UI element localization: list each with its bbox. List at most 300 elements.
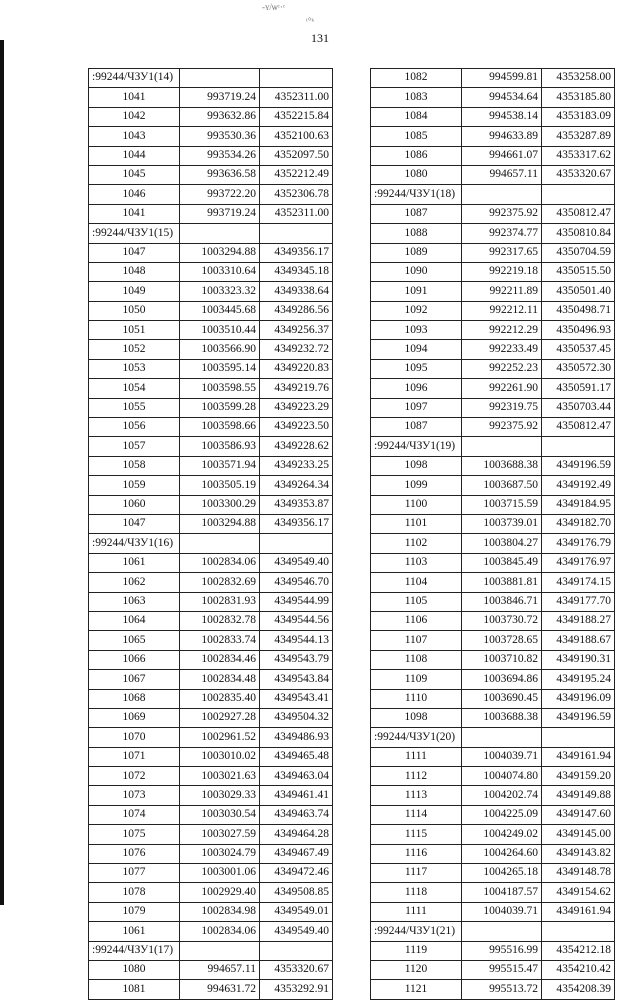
- x-coordinate: 1002834.98: [180, 902, 260, 921]
- point-number: 1092: [371, 301, 462, 320]
- point-number: 1066: [89, 650, 180, 669]
- empty-cell: [542, 728, 615, 747]
- y-coordinate: 4352311.00: [260, 204, 333, 223]
- table-row: [89, 553, 333, 572]
- y-coordinate: 4349223.50: [260, 418, 333, 437]
- y-coordinate: 4349223.29: [260, 398, 333, 417]
- point-number: 1061: [89, 922, 180, 941]
- table-row: [371, 88, 615, 107]
- y-coordinate: 4349159.20: [542, 767, 615, 786]
- table-row: [371, 359, 615, 378]
- table-row: [371, 107, 615, 126]
- point-number: 1105: [371, 592, 462, 611]
- y-coordinate: 4349161.94: [542, 747, 615, 766]
- y-coordinate: 4349196.59: [542, 456, 615, 475]
- x-coordinate: 993719.24: [180, 204, 260, 223]
- table-row: [371, 805, 615, 824]
- y-coordinate: 4349353.87: [260, 495, 333, 514]
- empty-cell: [180, 224, 260, 243]
- x-coordinate: 993632.86: [180, 107, 260, 126]
- y-coordinate: 4353317.62: [542, 146, 615, 165]
- table-row: [89, 301, 333, 320]
- point-number: 1052: [89, 340, 180, 359]
- table-row: [371, 689, 615, 708]
- x-coordinate: 992375.92: [462, 418, 542, 437]
- point-number: 1046: [89, 185, 180, 204]
- point-number: 1116: [371, 844, 462, 863]
- point-number: 1049: [89, 282, 180, 301]
- x-coordinate: 1003445.68: [180, 301, 260, 320]
- parcel-header-row: [89, 941, 333, 960]
- x-coordinate: 993534.26: [180, 146, 260, 165]
- point-number: 1082: [371, 69, 462, 88]
- table-row: [89, 728, 333, 747]
- empty-cell: [260, 69, 333, 88]
- point-number: 1043: [89, 127, 180, 146]
- parcel-header-row: [89, 534, 333, 553]
- x-coordinate: 1002831.93: [180, 592, 260, 611]
- x-coordinate: 1003687.50: [462, 476, 542, 495]
- y-coordinate: 4349543.79: [260, 650, 333, 669]
- point-number: 1050: [89, 301, 180, 320]
- x-coordinate: 993722.20: [180, 185, 260, 204]
- x-coordinate: 992317.65: [462, 243, 542, 262]
- table-row: [371, 340, 615, 359]
- y-coordinate: 4350515.50: [542, 262, 615, 281]
- y-coordinate: 4349544.56: [260, 611, 333, 630]
- point-number: 1084: [371, 107, 462, 126]
- x-coordinate: 1003715.59: [462, 495, 542, 514]
- point-number: 1090: [371, 262, 462, 281]
- x-coordinate: 1003300.29: [180, 495, 260, 514]
- y-coordinate: 4349161.94: [542, 902, 615, 921]
- x-coordinate: 1003027.59: [180, 825, 260, 844]
- point-number: 1119: [371, 941, 462, 960]
- table-row: [89, 340, 333, 359]
- y-coordinate: 4349195.24: [542, 670, 615, 689]
- x-coordinate: 1003571.94: [180, 456, 260, 475]
- table-row: [371, 844, 615, 863]
- table-row: [371, 960, 615, 979]
- point-number: 1041: [89, 204, 180, 223]
- y-coordinate: 4349356.17: [260, 514, 333, 533]
- table-row: [371, 476, 615, 495]
- table-row: [89, 922, 333, 941]
- y-coordinate: 4349543.84: [260, 670, 333, 689]
- table-row: [89, 708, 333, 727]
- y-coordinate: 4349546.70: [260, 573, 333, 592]
- y-coordinate: 4350496.93: [542, 321, 615, 340]
- y-coordinate: 4350498.71: [542, 301, 615, 320]
- point-number: 1076: [89, 844, 180, 863]
- y-coordinate: 4349463.04: [260, 767, 333, 786]
- x-coordinate: 1003730.72: [462, 611, 542, 630]
- point-number: 1072: [89, 767, 180, 786]
- point-number: 1087: [371, 204, 462, 223]
- y-coordinate: 4349232.72: [260, 340, 333, 359]
- point-number: 1112: [371, 767, 462, 786]
- point-number: 1056: [89, 418, 180, 437]
- point-number: 1088: [371, 224, 462, 243]
- y-coordinate: 4353185.80: [542, 88, 615, 107]
- x-coordinate: 1002835.40: [180, 689, 260, 708]
- point-number: 1075: [89, 825, 180, 844]
- table-row: [89, 476, 333, 495]
- y-coordinate: 4350572.30: [542, 359, 615, 378]
- point-number: 1106: [371, 611, 462, 630]
- table-row: [371, 146, 615, 165]
- y-coordinate: 4349549.40: [260, 553, 333, 572]
- point-number: 1111: [371, 902, 462, 921]
- point-number: 1042: [89, 107, 180, 126]
- y-coordinate: 4349233.25: [260, 456, 333, 475]
- x-coordinate: 1003510.44: [180, 321, 260, 340]
- x-coordinate: 1003688.38: [462, 456, 542, 475]
- point-number: 1080: [89, 960, 180, 979]
- x-coordinate: 1003024.79: [180, 844, 260, 863]
- x-coordinate: 992212.11: [462, 301, 542, 320]
- y-coordinate: 4349220.83: [260, 359, 333, 378]
- point-number: 1073: [89, 786, 180, 805]
- x-coordinate: 1004202.74: [462, 786, 542, 805]
- table-row: [371, 301, 615, 320]
- x-coordinate: 1003710.82: [462, 650, 542, 669]
- y-coordinate: 4350810.84: [542, 224, 615, 243]
- x-coordinate: 1003294.88: [180, 243, 260, 262]
- x-coordinate: 1003030.54: [180, 805, 260, 824]
- table-row: [89, 960, 333, 979]
- point-number: 1064: [89, 611, 180, 630]
- table-row: [371, 941, 615, 960]
- point-number: 1079: [89, 902, 180, 921]
- x-coordinate: 1003505.19: [180, 476, 260, 495]
- y-coordinate: 4349508.85: [260, 883, 333, 902]
- point-number: 1047: [89, 514, 180, 533]
- x-coordinate: 992233.49: [462, 340, 542, 359]
- table-row: [371, 204, 615, 223]
- parcel-id: :99244/ЧЗУ1(18): [371, 185, 462, 204]
- x-coordinate: 1003323.32: [180, 282, 260, 301]
- x-coordinate: 1002834.48: [180, 670, 260, 689]
- table-body-right: [371, 69, 615, 1000]
- empty-cell: [180, 534, 260, 553]
- point-number: 1055: [89, 398, 180, 417]
- table-row: [89, 359, 333, 378]
- table-row: [89, 165, 333, 184]
- y-coordinate: 4349549.01: [260, 902, 333, 921]
- table-row: [89, 980, 333, 999]
- x-coordinate: 994657.11: [462, 165, 542, 184]
- table-row: [371, 321, 615, 340]
- table-body-left: [89, 69, 333, 1000]
- parcel-id: :99244/ЧЗУ1(21): [371, 922, 462, 941]
- table-row: [371, 224, 615, 243]
- x-coordinate: 1003599.28: [180, 398, 260, 417]
- y-coordinate: 4349143.82: [542, 844, 615, 863]
- point-number: 1115: [371, 825, 462, 844]
- point-number: 1063: [89, 592, 180, 611]
- table-row: [89, 262, 333, 281]
- point-number: 1057: [89, 437, 180, 456]
- point-number: 1093: [371, 321, 462, 340]
- x-coordinate: 992319.75: [462, 398, 542, 417]
- y-coordinate: 4349544.13: [260, 631, 333, 650]
- table-row: [89, 398, 333, 417]
- point-number: 1120: [371, 960, 462, 979]
- point-number: 1117: [371, 864, 462, 883]
- x-coordinate: 992374.77: [462, 224, 542, 243]
- x-coordinate: 1003566.90: [180, 340, 260, 359]
- parcel-header-row: [89, 69, 333, 88]
- y-coordinate: 4349464.28: [260, 825, 333, 844]
- table-row: [89, 864, 333, 883]
- table-row: [371, 553, 615, 572]
- x-coordinate: 993719.24: [180, 88, 260, 107]
- point-number: 1102: [371, 534, 462, 553]
- x-coordinate: 1004039.71: [462, 747, 542, 766]
- table-row: [371, 670, 615, 689]
- point-number: 1109: [371, 670, 462, 689]
- x-coordinate: 992219.18: [462, 262, 542, 281]
- x-coordinate: 1002834.46: [180, 650, 260, 669]
- table-row: [89, 611, 333, 630]
- table-row: [89, 631, 333, 650]
- table-row: [89, 650, 333, 669]
- y-coordinate: 4349544.99: [260, 592, 333, 611]
- point-number: 1053: [89, 359, 180, 378]
- y-coordinate: 4349196.59: [542, 708, 615, 727]
- y-coordinate: 4349345.18: [260, 262, 333, 281]
- empty-cell: [542, 922, 615, 941]
- point-number: 1089: [371, 243, 462, 262]
- table-row: [89, 418, 333, 437]
- point-number: 1094: [371, 340, 462, 359]
- x-coordinate: 1003310.64: [180, 262, 260, 281]
- table-row: [89, 88, 333, 107]
- y-coordinate: 4349504.32: [260, 708, 333, 727]
- table-row: [89, 185, 333, 204]
- table-row: [89, 767, 333, 786]
- x-coordinate: 1002832.78: [180, 611, 260, 630]
- table-row: [371, 262, 615, 281]
- table-row: [371, 282, 615, 301]
- y-coordinate: 4349486.93: [260, 728, 333, 747]
- point-number: 1118: [371, 883, 462, 902]
- parcel-header-row: [371, 185, 615, 204]
- point-number: 1047: [89, 243, 180, 262]
- table-row: [89, 437, 333, 456]
- point-number: 1086: [371, 146, 462, 165]
- empty-cell: [462, 728, 542, 747]
- table-row: [89, 321, 333, 340]
- x-coordinate: 993636.58: [180, 165, 260, 184]
- y-coordinate: 4349188.67: [542, 631, 615, 650]
- table-row: [89, 689, 333, 708]
- y-coordinate: 4349463.74: [260, 805, 333, 824]
- y-coordinate: 4352100.63: [260, 127, 333, 146]
- table-row: [371, 69, 615, 88]
- y-coordinate: 4349148.78: [542, 864, 615, 883]
- table-row: [89, 844, 333, 863]
- x-coordinate: 993530.36: [180, 127, 260, 146]
- empty-cell: [462, 437, 542, 456]
- y-coordinate: 4352097.50: [260, 146, 333, 165]
- table-row: [371, 514, 615, 533]
- point-number: 1045: [89, 165, 180, 184]
- point-number: 1071: [89, 747, 180, 766]
- y-coordinate: 4350591.17: [542, 379, 615, 398]
- point-number: 1051: [89, 321, 180, 340]
- y-coordinate: 4352311.00: [260, 88, 333, 107]
- x-coordinate: 995513.72: [462, 980, 542, 999]
- table-row: [371, 883, 615, 902]
- table-row: [371, 708, 615, 727]
- x-coordinate: 1004225.09: [462, 805, 542, 824]
- table-row: [89, 146, 333, 165]
- y-coordinate: 4352215.84: [260, 107, 333, 126]
- y-coordinate: 4349356.17: [260, 243, 333, 262]
- y-coordinate: 4350812.47: [542, 418, 615, 437]
- table-row: [371, 456, 615, 475]
- point-number: 1101: [371, 514, 462, 533]
- point-number: 1065: [89, 631, 180, 650]
- y-coordinate: 4353320.67: [542, 165, 615, 184]
- point-number: 1111: [371, 747, 462, 766]
- point-number: 1085: [371, 127, 462, 146]
- y-coordinate: 4349188.27: [542, 611, 615, 630]
- point-number: 1107: [371, 631, 462, 650]
- point-number: 1060: [89, 495, 180, 514]
- y-coordinate: 4349184.95: [542, 495, 615, 514]
- y-coordinate: 4349147.60: [542, 805, 615, 824]
- x-coordinate: 1002961.52: [180, 728, 260, 747]
- table-row: [89, 514, 333, 533]
- table-row: [89, 592, 333, 611]
- y-coordinate: 4354210.42: [542, 960, 615, 979]
- x-coordinate: 1004265.18: [462, 864, 542, 883]
- table-row: [371, 592, 615, 611]
- x-coordinate: 1002832.69: [180, 573, 260, 592]
- point-number: 1121: [371, 980, 462, 999]
- point-number: 1104: [371, 573, 462, 592]
- table-row: [89, 805, 333, 824]
- x-coordinate: 1003881.81: [462, 573, 542, 592]
- point-number: 1061: [89, 553, 180, 572]
- y-coordinate: 4350501.40: [542, 282, 615, 301]
- x-coordinate: 1003029.33: [180, 786, 260, 805]
- parcel-id: :99244/ЧЗУ1(15): [89, 224, 180, 243]
- y-coordinate: 4349196.09: [542, 689, 615, 708]
- x-coordinate: 994538.14: [462, 107, 542, 126]
- table-row: [371, 243, 615, 262]
- point-number: 1100: [371, 495, 462, 514]
- coordinates-table-right: [370, 68, 615, 1000]
- parcel-id: :99244/ЧЗУ1(19): [371, 437, 462, 456]
- empty-cell: [462, 922, 542, 941]
- table-row: [89, 883, 333, 902]
- y-coordinate: 4349176.97: [542, 553, 615, 572]
- table-row: [371, 825, 615, 844]
- scan-edge-rule: [0, 40, 4, 905]
- point-number: 1077: [89, 864, 180, 883]
- table-row: [89, 902, 333, 921]
- x-coordinate: 1003804.27: [462, 534, 542, 553]
- table-row: [371, 379, 615, 398]
- point-number: 1103: [371, 553, 462, 572]
- table-row: [89, 243, 333, 262]
- table-row: [371, 611, 615, 630]
- x-coordinate: 1003694.86: [462, 670, 542, 689]
- point-number: 1070: [89, 728, 180, 747]
- x-coordinate: 992212.29: [462, 321, 542, 340]
- x-coordinate: 1003728.65: [462, 631, 542, 650]
- y-coordinate: 4349182.70: [542, 514, 615, 533]
- y-coordinate: 4349174.15: [542, 573, 615, 592]
- point-number: 1067: [89, 670, 180, 689]
- table-row: [89, 456, 333, 475]
- coordinates-table-left: [88, 68, 333, 1000]
- x-coordinate: 994631.72: [180, 980, 260, 999]
- table-row: [371, 864, 615, 883]
- table-row: [371, 786, 615, 805]
- point-number: 1081: [89, 980, 180, 999]
- x-coordinate: 994599.81: [462, 69, 542, 88]
- y-coordinate: 4354212.18: [542, 941, 615, 960]
- parcel-header-row: [89, 224, 333, 243]
- point-number: 1069: [89, 708, 180, 727]
- y-coordinate: 4349465.48: [260, 747, 333, 766]
- y-coordinate: 4350537.45: [542, 340, 615, 359]
- point-number: 1114: [371, 805, 462, 824]
- scan-mark: -ʏ/ѡᶜ·ᶜ: [262, 2, 286, 12]
- y-coordinate: 4352306.78: [260, 185, 333, 204]
- y-coordinate: 4352212.49: [260, 165, 333, 184]
- x-coordinate: 1003845.49: [462, 553, 542, 572]
- x-coordinate: 1004039.71: [462, 902, 542, 921]
- table-row: [371, 398, 615, 417]
- y-coordinate: 4349256.37: [260, 321, 333, 340]
- point-number: 1095: [371, 359, 462, 378]
- x-coordinate: 992252.23: [462, 359, 542, 378]
- y-coordinate: 4349461.41: [260, 786, 333, 805]
- y-coordinate: 4349228.62: [260, 437, 333, 456]
- x-coordinate: 1003021.63: [180, 767, 260, 786]
- point-number: 1080: [371, 165, 462, 184]
- y-coordinate: 4349264.34: [260, 476, 333, 495]
- table-row: [89, 282, 333, 301]
- point-number: 1068: [89, 689, 180, 708]
- point-number: 1074: [89, 805, 180, 824]
- point-number: 1059: [89, 476, 180, 495]
- parcel-id: :99244/ЧЗУ1(14): [89, 69, 180, 88]
- x-coordinate: 1002929.40: [180, 883, 260, 902]
- y-coordinate: 4353320.67: [260, 960, 333, 979]
- point-number: 1099: [371, 476, 462, 495]
- table-row: [371, 631, 615, 650]
- y-coordinate: 4353287.89: [542, 127, 615, 146]
- table-row: [89, 825, 333, 844]
- x-coordinate: 994657.11: [180, 960, 260, 979]
- point-number: 1078: [89, 883, 180, 902]
- y-coordinate: 4349219.76: [260, 379, 333, 398]
- point-number: 1096: [371, 379, 462, 398]
- y-coordinate: 4349154.62: [542, 883, 615, 902]
- x-coordinate: 1004187.57: [462, 883, 542, 902]
- x-coordinate: 994661.07: [462, 146, 542, 165]
- y-coordinate: 4350703.44: [542, 398, 615, 417]
- point-number: 1044: [89, 146, 180, 165]
- y-coordinate: 4354208.39: [542, 980, 615, 999]
